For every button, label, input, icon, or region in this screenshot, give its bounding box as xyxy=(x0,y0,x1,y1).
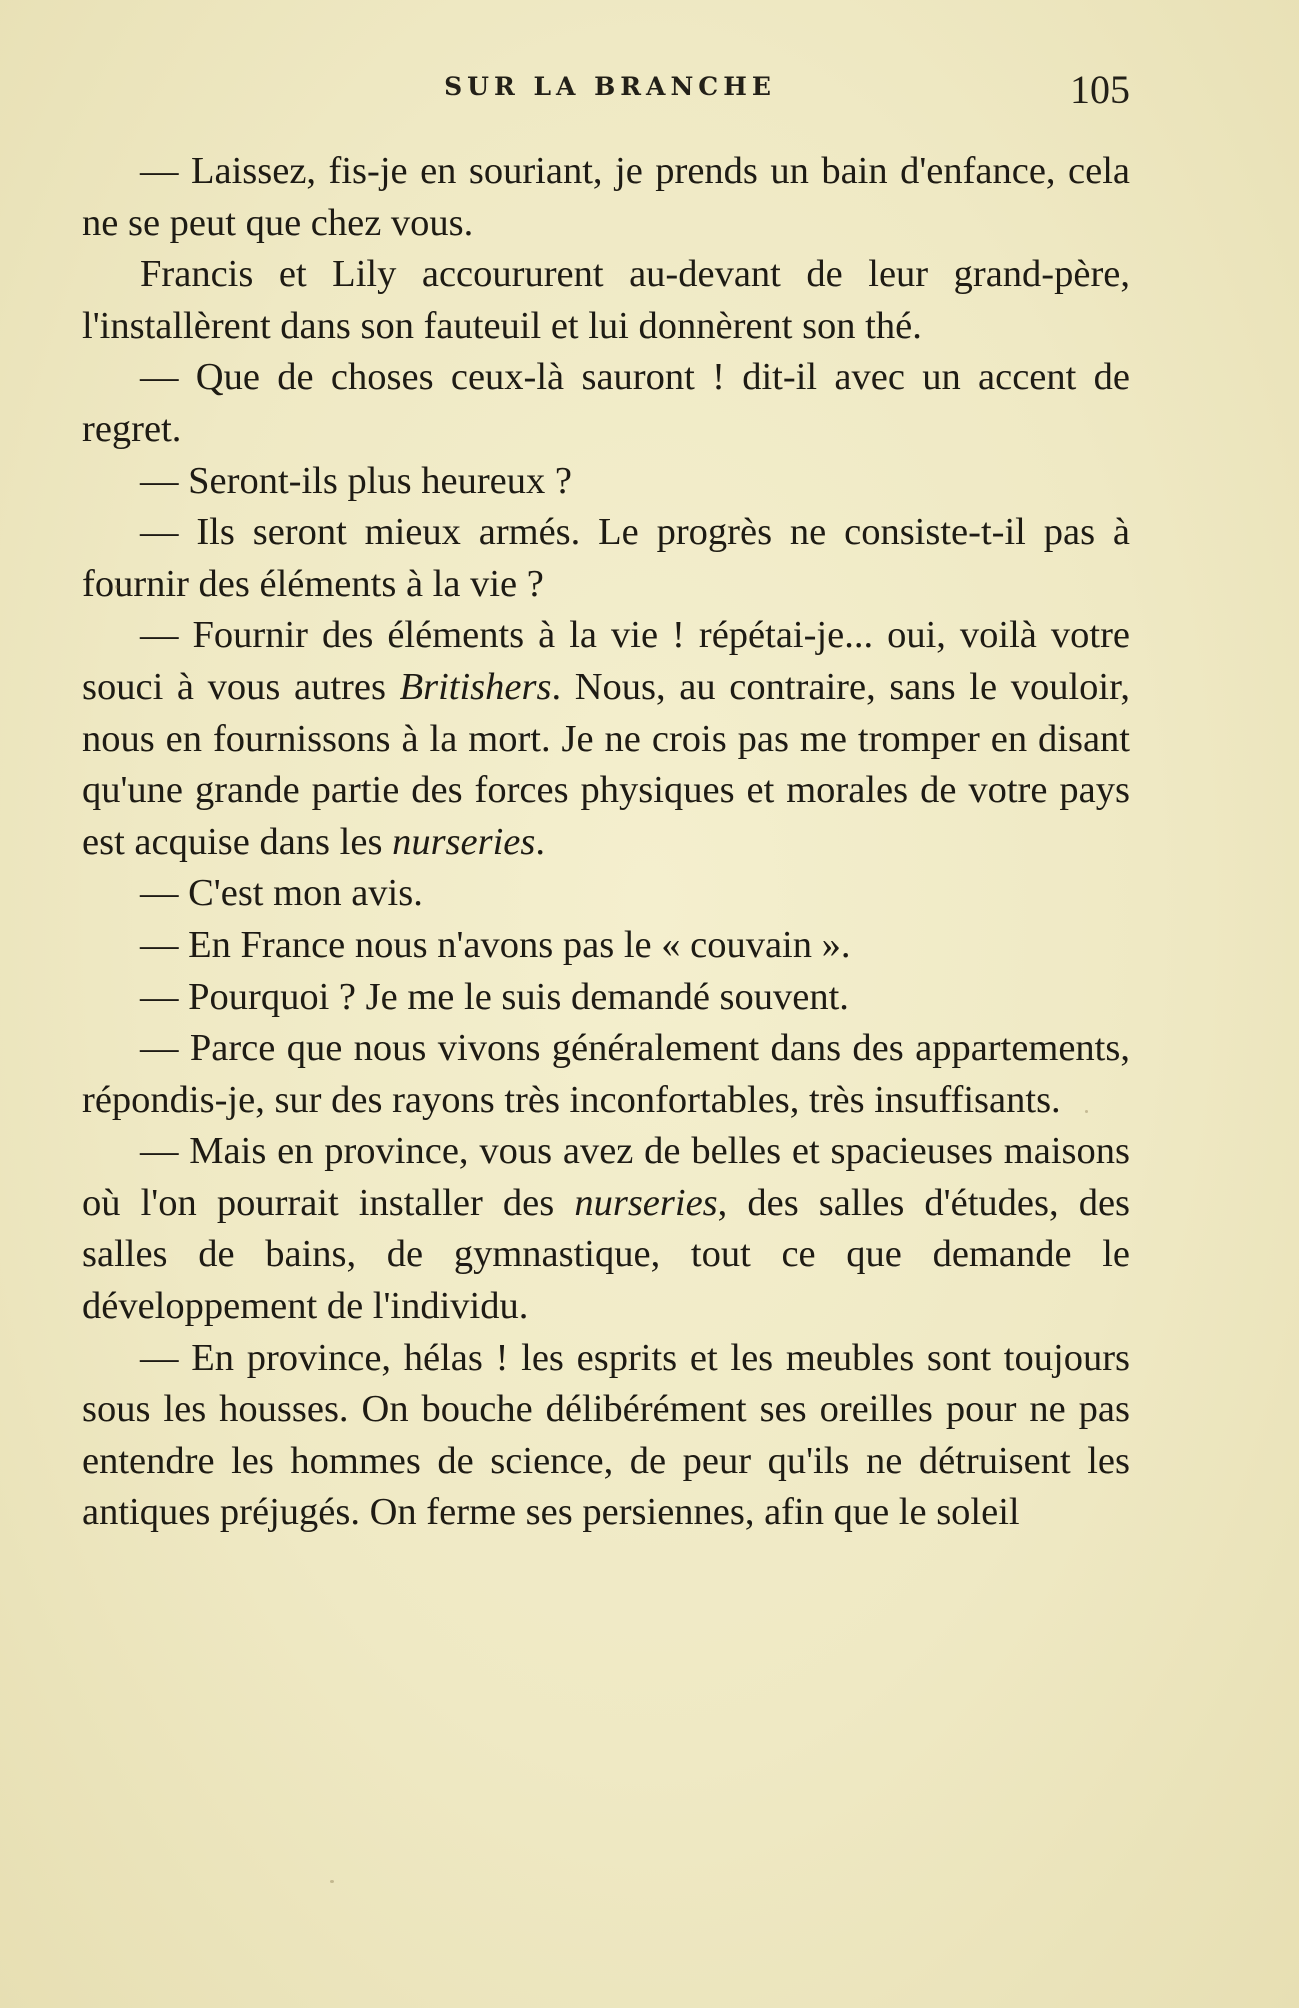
text-run: — Parce que nous vivons généralement dans des appartements, répondis-je, sur des rayons très inconfortables, très insuffisants. xyxy=(82,1027,1130,1121)
running-header xyxy=(0,67,1299,112)
text-run: — En province, hélas ! les esprits et les meubles sont toujours sous les housses. On bouche délibérément ses oreilles pour ne pas entendre les hommes de science, de peur qu'ils ne détruisent les antiques préjugés. On ferme ses persiennes, afin que le soleil xyxy=(82,1336,1130,1534)
body-text xyxy=(82,146,1130,1539)
paragraph xyxy=(82,1126,1130,1332)
paragraph xyxy=(82,146,1130,249)
text-run: — C'est mon avis. xyxy=(140,872,423,915)
text-run: — Mais en province, vous avez de belles et spacieuses maisons où l'on pourrait installer des xyxy=(82,1130,1130,1224)
paper-speck xyxy=(1085,1110,1088,1113)
running-title: SUR LA BRANCHE xyxy=(444,72,776,101)
text-run: , des salles d'études, des salles de bains, de gymnastique, tout ce que demande le développement de l'individu. xyxy=(82,1181,1131,1328)
paragraph xyxy=(82,249,1130,352)
paragraph xyxy=(82,507,1130,610)
paper-speck xyxy=(115,585,119,589)
paragraph xyxy=(82,972,1130,1024)
text-run: . xyxy=(535,820,545,863)
italic-term: Britishers xyxy=(399,665,552,708)
page-number: 105 xyxy=(1070,67,1130,112)
paragraph xyxy=(82,868,1130,920)
paragraph xyxy=(82,456,1130,508)
text-run: — Fournir des éléments à la vie ! répétai-je... oui, voilà votre souci à vous autres xyxy=(82,614,1130,708)
text-run: — Pourquoi ? Je me le suis demandé souvent. xyxy=(140,975,849,1018)
paragraph xyxy=(82,920,1130,972)
paragraph xyxy=(82,610,1130,868)
paragraph xyxy=(82,1023,1130,1126)
paragraph xyxy=(82,352,1130,455)
paper-speck xyxy=(128,587,131,590)
paper-speck xyxy=(330,1880,334,1883)
text-run: . Nous, au contraire, sans le vouloir, nous en fournissons à la mort. Je ne crois pas me tromper en disant qu'une grande partie des forces physiques et morales de votre pays est acquise dans les xyxy=(82,665,1130,863)
text-run: — Seront-ils plus heureux ? xyxy=(140,459,572,502)
text-run: — Laissez, fis-je en souriant, je prends un bain d'enfance, cela ne se peut que chez vous. xyxy=(82,150,1130,244)
italic-term: nurseries xyxy=(574,1181,718,1224)
italic-term: nurseries xyxy=(392,820,536,863)
paragraph xyxy=(82,1333,1130,1539)
text-run: — Que de choses ceux-là sauront ! dit-il avec un accent de regret. xyxy=(82,356,1130,450)
text-run: Francis et Lily accoururent au-devant de leur grand-père, l'installèrent dans son fauteuil et lui donnèrent son thé. xyxy=(82,253,1130,347)
text-run: — Ils seront mieux armés. Le progrès ne consiste-t-il pas à fournir des éléments à la vie ? xyxy=(82,511,1130,605)
text-run: — En France nous n'avons pas le « couvain ». xyxy=(140,923,851,966)
